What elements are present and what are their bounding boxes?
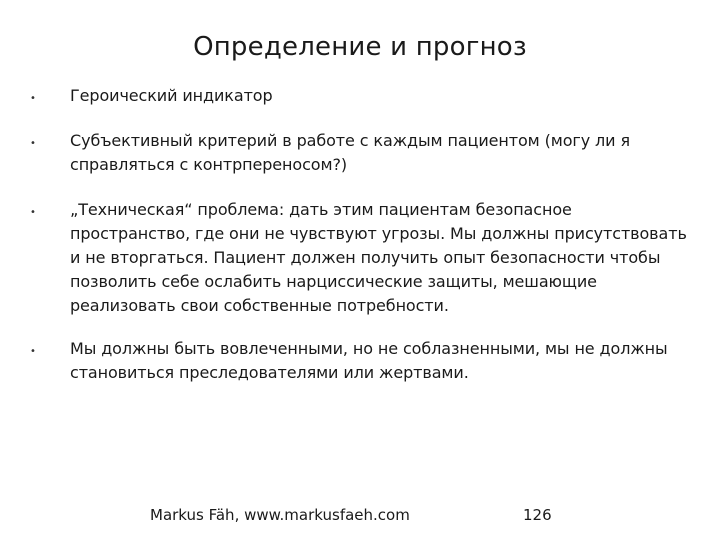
- bullet-icon: •: [30, 346, 36, 357]
- bullet-icon: •: [30, 138, 36, 149]
- bullet-icon: •: [30, 93, 36, 104]
- bullet-icon: •: [30, 207, 36, 218]
- bullet-text: Героический индикатор: [70, 86, 273, 105]
- footer-credit: Markus Fäh, www.markusfaeh.com: [150, 506, 410, 524]
- slide-title: Определение и прогноз: [193, 32, 527, 62]
- bullet-text: Мы должны быть вовлеченными, но не соблазненными, мы не должны становиться преследователями или жертвами.: [70, 339, 668, 382]
- bullet-text: Субъективный критерий в работе с каждым пациентом (могу ли я справляться с контрпереносом?): [70, 131, 630, 174]
- bullet-text: „Техническая“ проблема: дать этим пациентам безопасное пространство, где они не чувствуют угрозы. Мы должны присутствовать и не вторгаться. Пациент должен получить опыт безопасности чтобы позволить себе ослабить нарциссические защиты, мешающие реализовать свои собственные потребности.: [70, 200, 687, 315]
- page-number: 126: [523, 506, 552, 524]
